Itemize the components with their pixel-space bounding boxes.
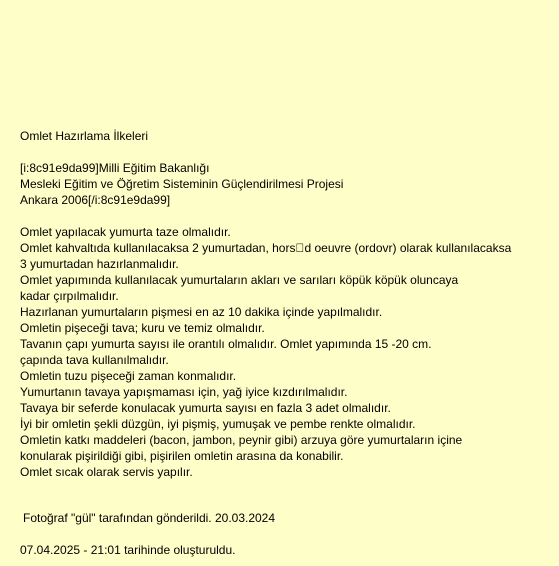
- photo-credit: Fotoğraf "gül" tarafından gönderildi. 20.03.2024: [23, 511, 276, 525]
- body-line: Tavanın çapı yumurta sayısı ile orantılı olmalıdır. Omlet yapımında 15 -20 cm.: [20, 337, 432, 351]
- created-note: 07.04.2025 - 21:01 tarihinde oluşturuldu.: [20, 543, 236, 557]
- body-line: Omlet yapımında kullanılacak yumurtaların akları ve sarıları köpük köpük oluncaya: [20, 273, 459, 287]
- spacer: [20, 526, 550, 542]
- body-line: İyi bir omletin şekli düzgün, iyi pişmiş, yumuşak ve pembe renkte olmalıdır.: [20, 417, 416, 431]
- body-line: konularak pişirildiği gibi, pişirilen omletin arasına da konabilir.: [20, 449, 344, 463]
- body-line: Omletin pişeceği tava; kuru ve temiz olmalıdır.: [20, 321, 265, 335]
- source-line: Mesleki Eğitim ve Öğretim Sisteminin Güçlendirilmesi Projesi: [20, 177, 344, 191]
- recipe-body: [20, 224, 550, 480]
- spacer: [20, 144, 550, 160]
- body-line: Yumurtanın tavaya yapışmaması için, yağ iyice kızdırılmalıdır.: [20, 385, 348, 399]
- body-line: Omlet sıcak olarak servis yapılır.: [20, 465, 193, 479]
- body-line: Omletin katkı maddeleri (bacon, jambon, peynir gibi) arzuya göre yumurtaların içine: [20, 433, 463, 447]
- body-line: Omlet yapılacak yumurta taze olmalıdır.: [20, 225, 231, 239]
- source-block: [20, 160, 550, 208]
- source-line: [i:8c91e9da99]Milli Eğitim Bakanlığı: [20, 161, 210, 175]
- body-line: Tavaya bir seferde konulacak yumurta sayısı en fazla 3 adet olmalıdır.: [20, 401, 391, 415]
- body-line: Hazırlanan yumurtaların pişmesi en az 10 dakika içinde yapılmalıdır.: [20, 305, 383, 319]
- body-line: 3 yumurtadan hazırlanmalıdır.: [20, 257, 179, 271]
- page-title: Omlet Hazırlama İlkeleri: [20, 129, 149, 143]
- body-line: Omletin tuzu pişeceği zaman konmalıdır.: [20, 369, 237, 383]
- recipe-document: [20, 128, 550, 558]
- spacer: [20, 208, 550, 224]
- body-line: Omlet kahvaltıda kullanılacaksa 2 yumurtadan, hors d oeuvre (ordovr) olarak kullanılacaksa: [20, 241, 512, 255]
- body-line: çapında tava kullanılmalıdır.: [20, 353, 169, 367]
- spacer: [20, 480, 550, 510]
- source-line: Ankara 2006[/i:8c91e9da99]: [20, 193, 171, 207]
- body-line: kadar çırpılmalıdır.: [20, 289, 119, 303]
